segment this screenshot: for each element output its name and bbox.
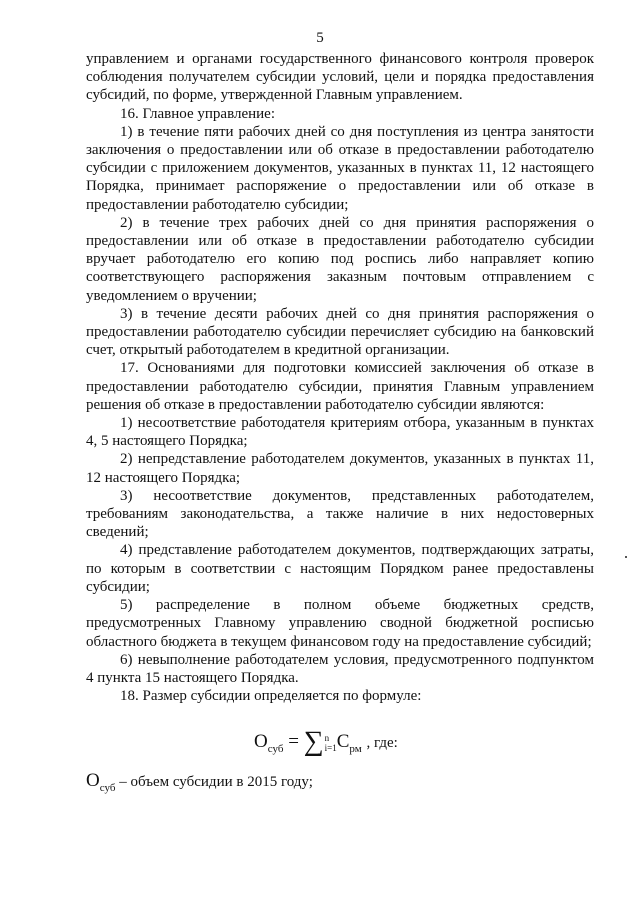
variable-definition bbox=[86, 770, 313, 792]
definition-symbol: О bbox=[86, 770, 100, 791]
paragraph: 2) в течение трех рабочих дней со дня принятия распоряжения о предоставлении или об отказе в предоставлении работодателю субсидии вручает работодателю его копию под роспись либо направляет копию соответствующего распоряжения заказным почтовым отправлением с уведомлением о вручении; bbox=[86, 214, 594, 304]
sum-sign: ∑ bbox=[303, 726, 324, 757]
formula-equals: = bbox=[288, 731, 299, 752]
subsidy-formula bbox=[254, 723, 398, 755]
paragraph: 18. Размер субсидии определяется по формуле: bbox=[120, 688, 422, 705]
formula-term-subscript: рм bbox=[349, 743, 362, 755]
paragraph: 4) представление работодателем документов, подтверждающих затраты, по которым в соответствии с настоящим Порядком ранее предоставлены субсидии; bbox=[86, 542, 594, 595]
paragraph: 1) в течение пяти рабочих дней со дня поступления из центра занятости заключения о предоставлении или об отказе в предоставлении работодателю субсидии с приложением документов, указанных в пунктах 11, 12 настоящего Порядка, принимает распоряжение о предоставлении или об отказе в предоставлении работодателю субсидии; bbox=[86, 123, 594, 213]
paragraph: 16. Главное управление: bbox=[120, 105, 275, 122]
sum-lower-limit: i=1 bbox=[324, 742, 337, 753]
paragraph: 5) распределение в полном объеме бюджетных средств, предусмотренных Главному управлению сводной бюджетной росписью областного бюджета в текущем финансовом году на предоставление субсидий; bbox=[86, 597, 594, 650]
formula-lhs: О bbox=[254, 731, 268, 752]
formula-suffix: , где: bbox=[366, 735, 398, 751]
paragraph: 1) несоответствие работодателя критериям отбора, указанным в пунктах 4, 5 настоящего Порядка; bbox=[86, 415, 594, 450]
definition-symbol-subscript: суб bbox=[99, 782, 116, 794]
paragraph: управлением и органами государственного финансового контроля проверок соблюдения получателем субсидии условий, цели и порядка предоставления субсидий, по форме, утвержденной Главным управлением. bbox=[86, 51, 594, 104]
paragraph: 3) несоответствие документов, представленных работодателем, требованиям законодательства, а также наличие в них недостоверных сведений; bbox=[86, 487, 594, 541]
definition-text: – объем субсидии в 2015 году; bbox=[115, 774, 313, 790]
paragraph: 3) в течение десяти рабочих дней со дня принятия распоряжения о предоставлении работодателю субсидии перечисляет субсидию на банковский счет, открытый работодателем в кредитной организации. bbox=[86, 305, 594, 359]
page-number: 5 bbox=[316, 30, 324, 46]
formula-lhs-subscript: суб bbox=[267, 743, 284, 755]
paragraph: 2) непредставление работодателем документов, указанных в пунктах 11, 12 настоящего Порядка; bbox=[86, 451, 594, 486]
paragraph: 17. Основаниями для подготовки комиссией заключения об отказе в предоставлении работодателю субсидии, принятия Главным управлением решения об отказе в предоставлении работодателю субсидии являются: bbox=[86, 360, 594, 413]
scan-speck bbox=[625, 556, 627, 558]
paragraph: 6) невыполнение работодателем условия, предусмотренного подпунктом 4 пункта 15 настоящего Порядка. bbox=[86, 651, 594, 686]
sum-upper-limit: n bbox=[324, 732, 330, 743]
sum-limits bbox=[325, 733, 337, 753]
formula-term: С bbox=[336, 731, 350, 752]
body-text bbox=[86, 50, 594, 705]
